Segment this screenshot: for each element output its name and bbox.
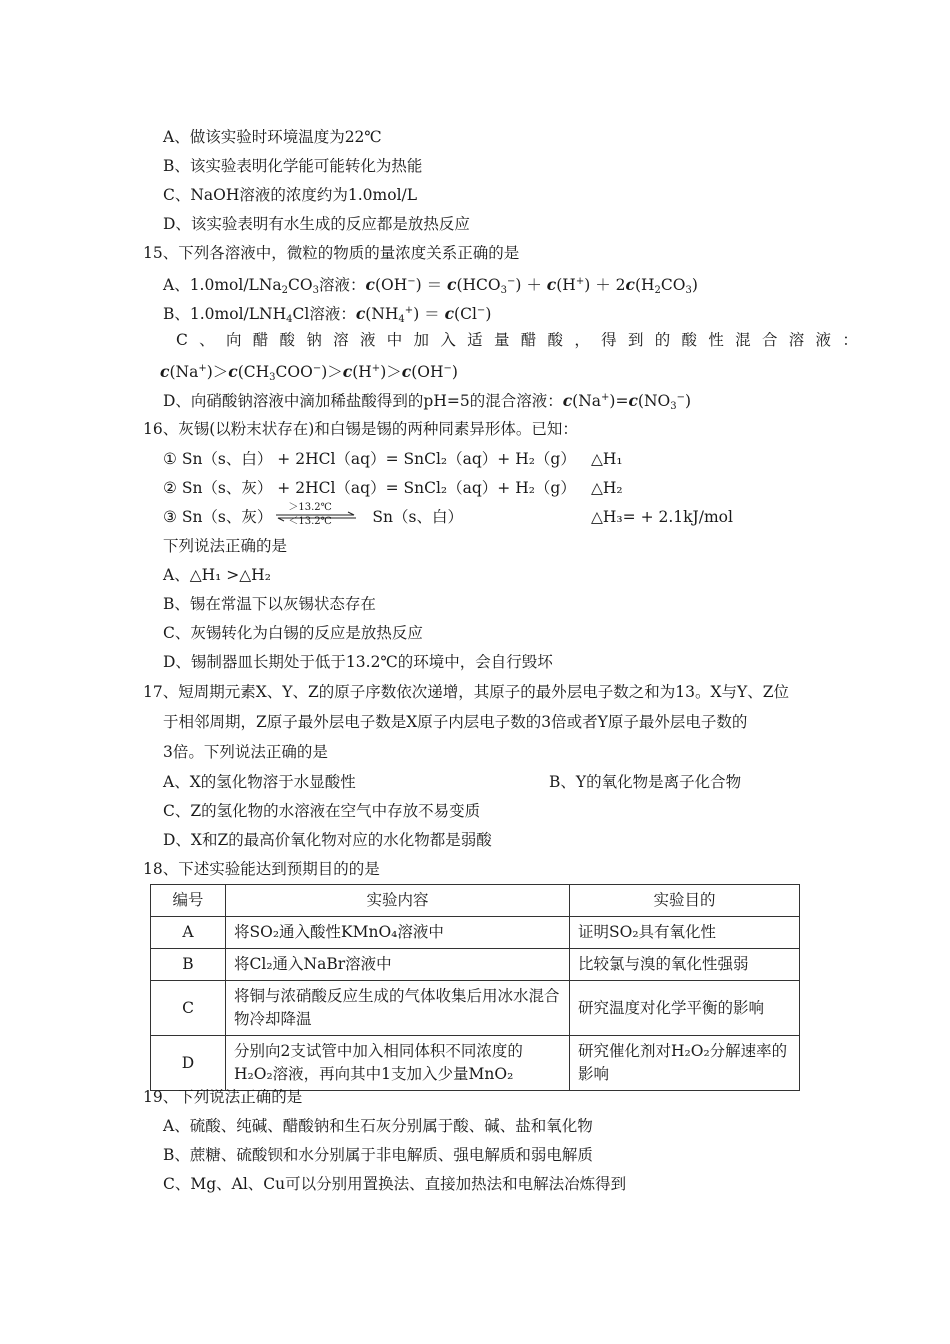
- q15-a-mid: CO: [288, 276, 313, 294]
- q16-eq3-below: ＜13.2℃: [288, 516, 332, 527]
- q19-stem: 19、下列说法正确的是: [143, 1088, 303, 1106]
- q18-stem: 18、下述实验能达到预期目的的是: [143, 860, 380, 878]
- row-id: C: [151, 981, 226, 1036]
- row-purpose: 证明SO₂具有氧化性: [570, 917, 800, 949]
- table-row: [151, 981, 800, 1036]
- q15-a-sol: 溶液：: [318, 276, 366, 294]
- q15-d-text: D、向硝酸钠溶液中滴加稀盐酸得到的pH=5的混合溶液：: [163, 392, 563, 410]
- q16-option-a: A、△H₁ >△H₂: [163, 566, 271, 584]
- q19-option-a: A、硫酸、纯碱、醋酸钠和生石灰分别属于酸、碱、盐和氧化物: [163, 1117, 593, 1135]
- q16-eq2-dh: △H₂: [591, 479, 623, 497]
- q19-option-b: B、蔗糖、硫酸钡和水分别属于非电解质、强电解质和弱电解质: [163, 1146, 593, 1164]
- q14-option-c: C、NaOH溶液的浓度约为1.0mol/L: [163, 186, 418, 204]
- q16-prompt: 下列说法正确的是: [163, 537, 288, 555]
- experiment-table: [150, 884, 800, 1091]
- table-row: [151, 1036, 800, 1091]
- header-content: 实验内容: [226, 885, 570, 917]
- row-purpose: 研究催化剂对H₂O₂分解速率的影响: [570, 1036, 800, 1091]
- q16-stem: 16、灰锡(以粉末状存在)和白锡是锡的两种同素异形体。已知：: [143, 420, 578, 438]
- q16-eq3-left: ③ Sn（s、灰）: [163, 508, 273, 526]
- q15-b-sol: Cl溶液：: [292, 305, 356, 323]
- q15-option-b: B、$1.0mol/LNH_4Cl$溶液：$c(NH_4^+) = c(Cl^-)$: [163, 304, 492, 325]
- q16-equation-3: [163, 502, 733, 527]
- q16-eq2-text: ② Sn（s、灰） + 2HCl（aq）= SnCl₂（aq）+ H₂（g）: [163, 479, 576, 497]
- q17-stem-line3: 3倍。下列说法正确的是: [163, 743, 328, 761]
- q15-a-prefix: A、1.0mol/LNa: [163, 276, 282, 294]
- table-row: [151, 917, 800, 949]
- q15-stem: 15、下列各溶液中，微粒的物质的量浓度关系正确的是: [143, 244, 520, 262]
- equilibrium-arrow-icon: [274, 502, 358, 527]
- q15-b-prefix: B、1.0mol/LNH: [163, 305, 287, 323]
- q17-stem-line1: 17、短周期元素X、Y、Z的原子序数依次递增，其原子的最外层电子数之和为13。X与Y、Z位: [143, 683, 790, 701]
- header-id: 编号: [151, 885, 226, 917]
- q17-option-c: C、Z的氢化物的水溶液在空气中存放不易变质: [163, 802, 481, 820]
- q17-option-d: D、X和Z的最高价氧化物对应的水化物都是弱酸: [163, 831, 492, 849]
- q19-option-c: C、Mg、Al、Cu可以分别用置换法、直接加热法和电解法冶炼得到: [163, 1175, 627, 1193]
- row-id: A: [151, 917, 226, 949]
- q16-equation-2: [163, 478, 623, 498]
- q17-option-b: B、Y的氧化物是离子化合物: [549, 773, 742, 791]
- q16-eq3-above: ＞13.2℃: [288, 502, 332, 513]
- q15-option-c-line1: [176, 330, 869, 350]
- q14-option-d: D、该实验表明有水生成的反应都是放热反应: [163, 215, 470, 233]
- row-content: 将Cl₂通入NaBr溶液中: [226, 949, 570, 981]
- table-header-row: [151, 885, 800, 917]
- q16-option-b: B、锡在常温下以灰锡状态存在: [163, 595, 376, 613]
- table-row: [151, 949, 800, 981]
- q16-eq1-dh: △H₁: [591, 450, 623, 468]
- row-content: 分别向2支试管中加入相同体积不同浓度的H₂O₂溶液，再向其中1支加入少量MnO₂: [226, 1036, 570, 1091]
- q16-option-d: D、锡制器皿长期处于低于13.2℃的环境中，会自行毁坏: [163, 653, 553, 671]
- q16-eq3-dh: △H₃= + 2.1kJ/mol: [591, 508, 733, 526]
- row-purpose: 研究温度对化学平衡的影响: [570, 981, 800, 1036]
- q16-option-c: C、灰锡转化为白锡的反应是放热反应: [163, 624, 423, 642]
- row-content: 将SO₂通入酸性KMnO₄溶液中: [226, 917, 570, 949]
- q14-option-b: B、该实验表明化学能可能转化为热能: [163, 157, 423, 175]
- q14-option-a: A、做该实验时环境温度为22℃: [163, 128, 382, 146]
- q15-c-text: C、向醋酸钠溶液中加入适量醋酸，得到的酸性混合溶液：: [176, 331, 870, 349]
- q17-stem-line2: 于相邻周期，Z原子最外层电子数是X原子内层电子数的3倍或者Y原子最外层电子数的: [163, 713, 748, 731]
- row-content: 将铜与浓硝酸反应生成的气体收集后用冰水混合物冷却降温: [226, 981, 570, 1036]
- q16-eq1-text: ① Sn（s、白） + 2HCl（aq）= SnCl₂（aq）+ H₂（g）: [163, 450, 576, 468]
- row-id: B: [151, 949, 226, 981]
- row-purpose: 比较氯与溴的氧化性强弱: [570, 949, 800, 981]
- q16-eq3-right: Sn（s、白）: [372, 508, 463, 526]
- q15-option-a: A、$1.0mol/LNa_2CO_3$溶液：$c(OH^-) = c(HCO_3^-) + c(H^+) + 2c(H_2CO_3)$: [163, 275, 698, 296]
- q17-option-a: A、X的氢化物溶于水显酸性: [163, 773, 356, 791]
- q15-option-c-line2: $c(Na^+)>c(CH_3COO^-)>c(H^+)>c(OH^-)$: [160, 362, 458, 383]
- row-id: D: [151, 1036, 226, 1091]
- header-purpose: 实验目的: [570, 885, 800, 917]
- q15-option-d: D、向硝酸钠溶液中滴加稀盐酸得到的pH=5的混合溶液：$c(Na^+)=c(NO_3^-)$: [163, 391, 692, 412]
- q16-equation-1: [163, 449, 623, 469]
